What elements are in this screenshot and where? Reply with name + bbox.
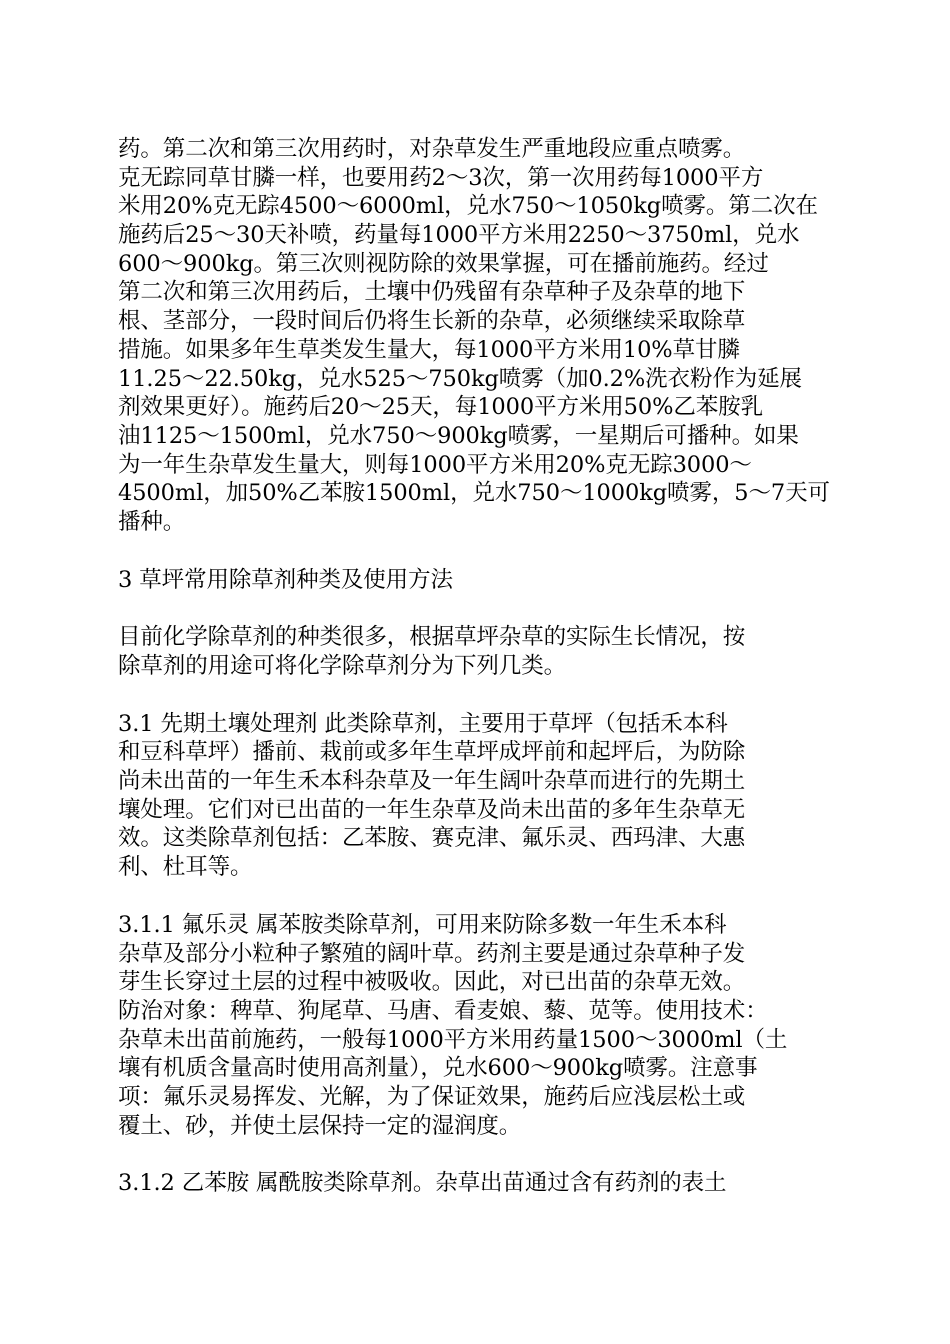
- text-line: 油1125～1500ml，兑水750～900kg喷雾，一星期后可播种。如果: [118, 422, 799, 449]
- paragraph-section-3-1-1: [118, 911, 843, 1141]
- text-line: 3.1.2 乙苯胺 属酰胺类除草剂。杂草出苗通过含有药剂的表土: [118, 1170, 727, 1197]
- text-line: 杂草未出苗前施药，一般每1000平方米用药量1500～3000ml（土: [118, 1026, 788, 1053]
- text-line: 剂效果更好）。施药后20～25天，每1000平方米用50%乙苯胺乳: [118, 394, 763, 421]
- paragraph-spacer: [118, 537, 843, 566]
- text-line: 壤有机质含量高时使用高剂量），兑水600～900kg喷雾。注意事: [118, 1055, 758, 1082]
- text-line: 3.1.1 氟乐灵 属苯胺类除草剂，可用来防除多数一年生禾本科: [118, 911, 727, 938]
- paragraph-spacer: [118, 1140, 843, 1169]
- text-line: 壤处理。它们对已出苗的一年生杂草及尚未出苗的多年生杂草无: [118, 796, 746, 823]
- text-line: 播种。: [118, 508, 186, 535]
- text-line: 克无踪同草甘膦一样，也要用药2～3次，第一次用药每1000平方: [118, 164, 764, 191]
- text-line: 除草剂的用途可将化学除草剂分为下列几类。: [118, 653, 567, 679]
- text-line: 措施。如果多年生草类发生量大，每1000平方米用10%草甘膦: [118, 336, 740, 363]
- text-line: 药。第二次和第三次用药时，对杂草发生严重地段应重点喷雾。: [118, 136, 746, 162]
- paragraph-spacer: [118, 882, 843, 911]
- text-line: 芽生长穿过土层的过程中被吸收。因此，对已出苗的杂草无效。: [118, 969, 746, 996]
- text-line: 和豆科草坪）播前、栽前或多年生草坪成坪前和起坪后，为防除: [118, 739, 746, 766]
- text-line: 效。这类除草剂包括：乙苯胺、赛克津、氟乐灵、西玛津、大惠: [118, 825, 746, 852]
- text-line: 11.25～22.50kg，兑水525～750kg喷雾（加0.2%洗衣粉作为延展: [118, 365, 802, 392]
- text-line: 覆土、砂，并使土层保持一定的湿润度。: [118, 1112, 522, 1139]
- text-line: 项：氟乐灵易挥发、光解，为了保证效果，施药后应浅层松土或: [118, 1083, 746, 1110]
- text-line: 第二次和第三次用药后，土壤中仍残留有杂草种子及杂草的地下: [118, 279, 746, 306]
- paragraph-section-3-1-2: [118, 1169, 843, 1198]
- text-line: 为一年生杂草发生量大，则每1000平方米用20%克无踪3000～: [118, 451, 752, 478]
- text-line: 利、杜耳等。: [118, 854, 253, 881]
- text-line: 根、茎部分，一段时间后仍将生长新的杂草，必须继续采取除草: [118, 308, 746, 335]
- text-line: 米用20%克无踪4500～6000ml，兑水750～1050kg喷雾。第二次在: [118, 193, 818, 220]
- paragraph-spacer: [118, 594, 843, 623]
- paragraph-spacer: [118, 681, 843, 710]
- text-line: 杂草及部分小粒种子繁殖的阔叶草。药剂主要是通过杂草种子发: [118, 940, 746, 967]
- text-line: 防治对象：稗草、狗尾草、马唐、看麦娘、藜、苋等。使用技术：: [118, 997, 768, 1024]
- text-line: 600～900kg。第三次则视防除的效果掌握，可在播前施药。经过: [118, 250, 769, 277]
- text-line: 施药后25～30天补喷，药量每1000平方米用2250～3750ml，兑水: [118, 222, 800, 249]
- text-line: 目前化学除草剂的种类很多，根据草坪杂草的实际生长情况，按: [118, 624, 746, 651]
- text-line: 尚未出苗的一年生禾本科杂草及一年生阔叶杂草而进行的先期土: [118, 768, 746, 795]
- section-heading: [118, 566, 843, 595]
- text-line: 4500ml，加50%乙苯胺1500ml，兑水750～1000kg喷雾，5～7天可: [118, 480, 830, 507]
- paragraph-section-3-1: [118, 710, 843, 882]
- text-line: 3.1 先期土壤处理剂 此类除草剂，主要用于草坪（包括禾本科: [118, 710, 728, 737]
- heading-line: 3 草坪常用除草剂种类及使用方法: [118, 566, 453, 593]
- paragraph-intro: [118, 623, 843, 680]
- document-page: [118, 135, 843, 1198]
- paragraph-herbicide-dosage: [118, 135, 843, 537]
